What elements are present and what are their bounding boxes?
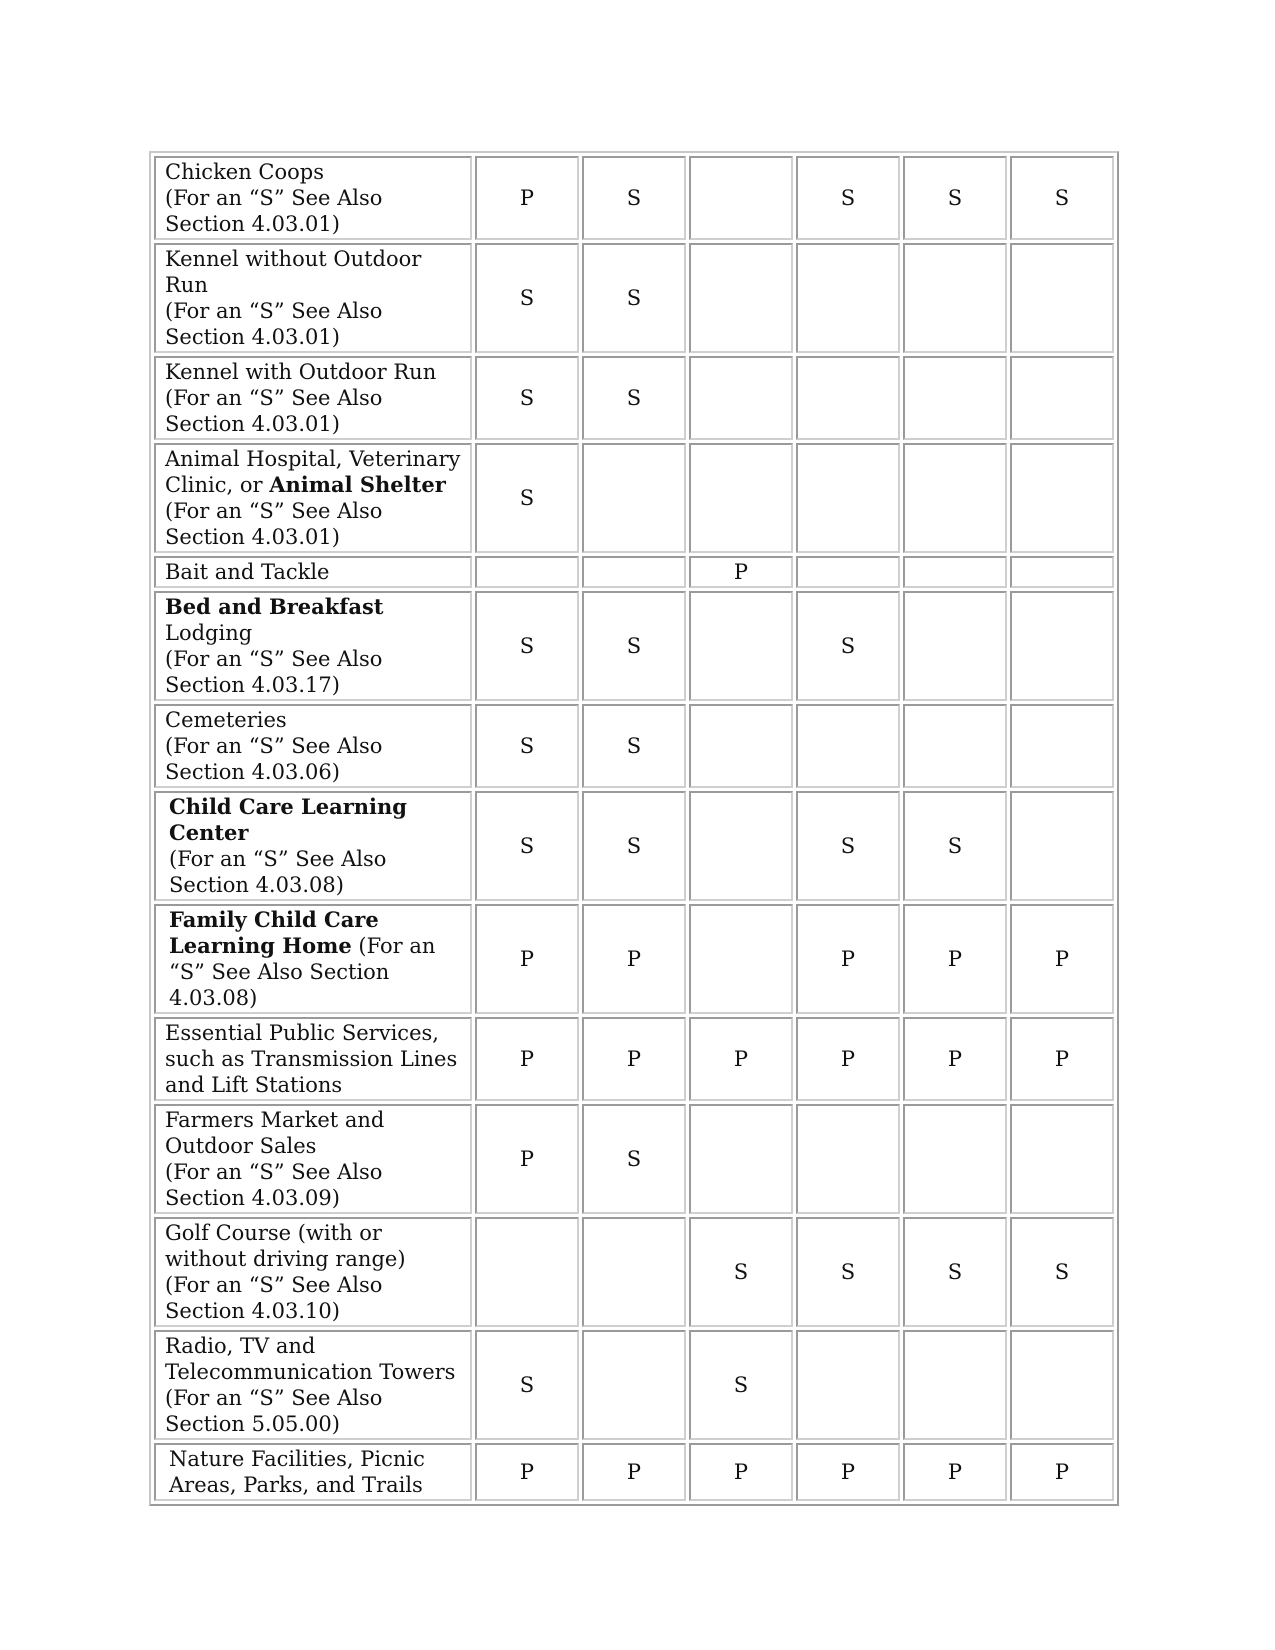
table-row [154, 443, 1114, 553]
use-permission-cell [475, 243, 579, 353]
use-label-cell [154, 443, 472, 553]
permission-mark: S [733, 1373, 749, 1397]
permission-mark: S [626, 386, 642, 410]
table-row [154, 791, 1114, 901]
use-permission-cell [475, 1017, 579, 1101]
use-permission-cell [689, 356, 793, 440]
use-permission-cell [1010, 1104, 1114, 1214]
use-permission-cell [475, 591, 579, 701]
table-row [154, 156, 1114, 240]
permission-mark: S [947, 186, 963, 210]
use-permission-cell [689, 1104, 793, 1214]
use-permission-cell [1010, 1017, 1114, 1101]
use-label-text: (For an “S” See Also Section 4.03.01) [165, 299, 383, 349]
permission-mark: P [840, 1460, 856, 1484]
permission-mark: P [519, 947, 535, 971]
permission-mark: P [1054, 1460, 1070, 1484]
use-label-text: Golf Course (with or without driving range) [165, 1221, 406, 1271]
permission-mark: S [1054, 186, 1070, 210]
use-label-cell [154, 243, 472, 353]
table-row [154, 556, 1114, 588]
permission-mark: S [840, 634, 856, 658]
permission-mark: P [519, 186, 535, 210]
use-label-text: (For an “S” See Also Section 4.03.09) [165, 1160, 383, 1210]
use-label-text: (For an “S” See Also Section 4.03.01) [165, 386, 383, 436]
use-label-text: Bait and Tackle [165, 560, 330, 584]
use-permission-cell [582, 591, 686, 701]
use-permission-cell [475, 1330, 579, 1440]
use-permission-cell [689, 704, 793, 788]
use-label-cell [154, 356, 472, 440]
permission-mark: S [626, 186, 642, 210]
use-permission-cell [475, 1443, 579, 1501]
use-permission-cell [903, 904, 1007, 1014]
use-permission-cell [475, 904, 579, 1014]
permission-mark: S [733, 1260, 749, 1284]
table-row [154, 1217, 1114, 1327]
use-permission-cell [903, 791, 1007, 901]
use-permission-cell [475, 443, 579, 553]
use-permission-cell [689, 1443, 793, 1501]
use-permission-cell [689, 591, 793, 701]
use-label-text: Radio, TV and Telecommunication Towers [165, 1334, 456, 1384]
table-row [154, 1104, 1114, 1214]
use-permission-cell [689, 904, 793, 1014]
use-label-text: (For an “S” See Also Section 4.03.08) [169, 847, 387, 897]
use-permission-cell [582, 1443, 686, 1501]
table-row [154, 356, 1114, 440]
use-label-cell [154, 1104, 472, 1214]
permission-mark: S [626, 734, 642, 758]
use-permission-cell [796, 1217, 900, 1327]
use-label-text: Chicken Coops [165, 160, 324, 184]
use-permission-cell [796, 1443, 900, 1501]
permission-mark: S [840, 186, 856, 210]
permission-mark: S [947, 1260, 963, 1284]
use-permission-cell [475, 1104, 579, 1214]
use-permission-cell [903, 591, 1007, 701]
permission-mark: P [947, 947, 963, 971]
use-permission-cell [796, 1104, 900, 1214]
use-label-bold-term: Bed and Breakfast [165, 594, 384, 619]
permission-mark: P [519, 1147, 535, 1171]
use-label-text: (For an “S” See Also Section 4.03.10) [165, 1273, 383, 1323]
table-row [154, 1330, 1114, 1440]
use-permission-cell [689, 156, 793, 240]
permission-mark: S [947, 834, 963, 858]
table-row [154, 704, 1114, 788]
use-permission-cell [796, 704, 900, 788]
use-permission-cell [689, 443, 793, 553]
use-permission-cell [582, 1330, 686, 1440]
permission-mark: S [519, 834, 535, 858]
use-label-cell [154, 591, 472, 701]
use-permission-cell [689, 1017, 793, 1101]
use-permission-cell [582, 243, 686, 353]
use-permission-cell [796, 243, 900, 353]
use-label-text: (For an “S” See Also Section 4.03.01) [165, 499, 383, 549]
use-label-bold-term: Child Care Learning Center [169, 794, 407, 845]
use-permission-cell [582, 704, 686, 788]
use-permission-cell [1010, 556, 1114, 588]
use-permission-cell [1010, 704, 1114, 788]
use-label-cell [154, 556, 472, 588]
permission-mark: S [519, 286, 535, 310]
permission-mark: P [733, 1047, 749, 1071]
use-permission-cell [796, 591, 900, 701]
use-label-cell [154, 1330, 472, 1440]
use-permission-cell [1010, 591, 1114, 701]
use-permission-cell [796, 904, 900, 1014]
use-label-bold-term: Animal Shelter [269, 472, 446, 497]
permission-mark: S [519, 386, 535, 410]
use-permission-cell [475, 156, 579, 240]
use-permission-cell [582, 556, 686, 588]
use-label-text: Nature Facilities, Picnic Areas, Parks, and Trails [169, 1447, 425, 1497]
use-permission-cell [689, 791, 793, 901]
use-permission-cell [475, 704, 579, 788]
use-permission-cell [903, 1104, 1007, 1214]
use-permission-cell [689, 243, 793, 353]
use-label-cell [154, 1217, 472, 1327]
permission-mark: P [947, 1460, 963, 1484]
use-permission-cell [582, 156, 686, 240]
use-permission-cell [582, 1104, 686, 1214]
use-permission-cell [796, 556, 900, 588]
use-permission-cell [1010, 243, 1114, 353]
use-permission-cell [582, 1017, 686, 1101]
permitted-uses-table [149, 151, 1119, 1506]
use-permission-cell [475, 356, 579, 440]
table-row [154, 904, 1114, 1014]
permission-mark: S [626, 286, 642, 310]
permission-mark: P [1054, 1047, 1070, 1071]
use-label-text: (For an “S” See Also Section 4.03.06) [165, 734, 383, 784]
permission-mark: S [1054, 1260, 1070, 1284]
use-permission-cell [903, 243, 1007, 353]
permission-mark: P [519, 1047, 535, 1071]
use-permission-cell [582, 791, 686, 901]
use-permission-cell [582, 443, 686, 553]
permission-mark: P [733, 560, 749, 584]
use-permission-cell [1010, 443, 1114, 553]
table-body [154, 156, 1114, 1501]
use-permission-cell [796, 156, 900, 240]
use-permission-cell [903, 1017, 1007, 1101]
use-permission-cell [903, 1330, 1007, 1440]
table-row [154, 1017, 1114, 1101]
use-permission-cell [796, 791, 900, 901]
permission-mark: P [947, 1047, 963, 1071]
use-label-cell [154, 1017, 472, 1101]
use-label-text: Kennel with Outdoor Run [165, 360, 437, 384]
permission-mark: P [626, 947, 642, 971]
use-label-cell [154, 1443, 472, 1501]
use-permission-cell [796, 356, 900, 440]
permission-mark: P [1054, 947, 1070, 971]
use-permission-cell [475, 556, 579, 588]
permission-mark: P [733, 1460, 749, 1484]
use-permission-cell [1010, 791, 1114, 901]
use-label-cell [154, 791, 472, 901]
use-permission-cell [903, 704, 1007, 788]
permission-mark: S [519, 1373, 535, 1397]
permission-mark: P [626, 1460, 642, 1484]
use-permission-cell [796, 1017, 900, 1101]
use-permission-cell [475, 791, 579, 901]
table-row [154, 243, 1114, 353]
use-label-text: (For an “S” See Also Section 4.03.08) [169, 934, 436, 1010]
use-permission-cell [1010, 156, 1114, 240]
use-label-text: Lodging [165, 621, 253, 645]
use-label-text: Essential Public Services, such as Transmission Lines and Lift Stations [165, 1021, 458, 1097]
use-label-text: Kennel without Outdoor Run [165, 247, 422, 297]
permission-mark: S [519, 486, 535, 510]
use-label-cell [154, 904, 472, 1014]
permission-mark: S [626, 1147, 642, 1171]
permission-mark: P [519, 1460, 535, 1484]
permission-mark: S [519, 634, 535, 658]
use-permission-cell [1010, 1217, 1114, 1327]
table-row [154, 591, 1114, 701]
use-permission-cell [1010, 1330, 1114, 1440]
use-permission-cell [796, 1330, 900, 1440]
permission-mark: S [519, 734, 535, 758]
use-label-text: (For an “S” See Also Section 4.03.17) [165, 647, 383, 697]
use-permission-cell [689, 1217, 793, 1327]
use-label-text: Farmers Market and Outdoor Sales [165, 1108, 385, 1158]
use-permission-cell [1010, 1443, 1114, 1501]
permission-mark: P [840, 1047, 856, 1071]
use-permission-cell [689, 1330, 793, 1440]
table-row [154, 1443, 1114, 1501]
use-permission-cell [689, 556, 793, 588]
use-permission-cell [796, 443, 900, 553]
use-permission-cell [1010, 356, 1114, 440]
use-label-cell [154, 704, 472, 788]
permission-mark: S [840, 834, 856, 858]
use-permission-cell [903, 156, 1007, 240]
use-permission-cell [582, 1217, 686, 1327]
use-label-text: Cemeteries [165, 708, 287, 732]
use-permission-cell [582, 356, 686, 440]
use-label-cell [154, 156, 472, 240]
use-permission-cell [903, 443, 1007, 553]
permission-mark: P [626, 1047, 642, 1071]
permission-mark: S [626, 834, 642, 858]
use-label-bold-term: Family Child Care Learning Home [169, 907, 379, 958]
use-permission-cell [903, 1443, 1007, 1501]
use-permission-cell [903, 556, 1007, 588]
permission-mark: P [840, 947, 856, 971]
use-permission-cell [903, 356, 1007, 440]
use-label-text: (For an “S” See Also Section 4.03.01) [165, 186, 383, 236]
use-permission-cell [903, 1217, 1007, 1327]
use-label-text: (For an “S” See Also Section 5.05.00) [165, 1386, 383, 1436]
use-permission-cell [1010, 904, 1114, 1014]
use-permission-cell [475, 1217, 579, 1327]
permission-mark: S [840, 1260, 856, 1284]
permission-mark: S [626, 634, 642, 658]
use-permission-cell [582, 904, 686, 1014]
use-label-text: Animal Hospital, Veterinary Clinic, or [165, 447, 461, 497]
